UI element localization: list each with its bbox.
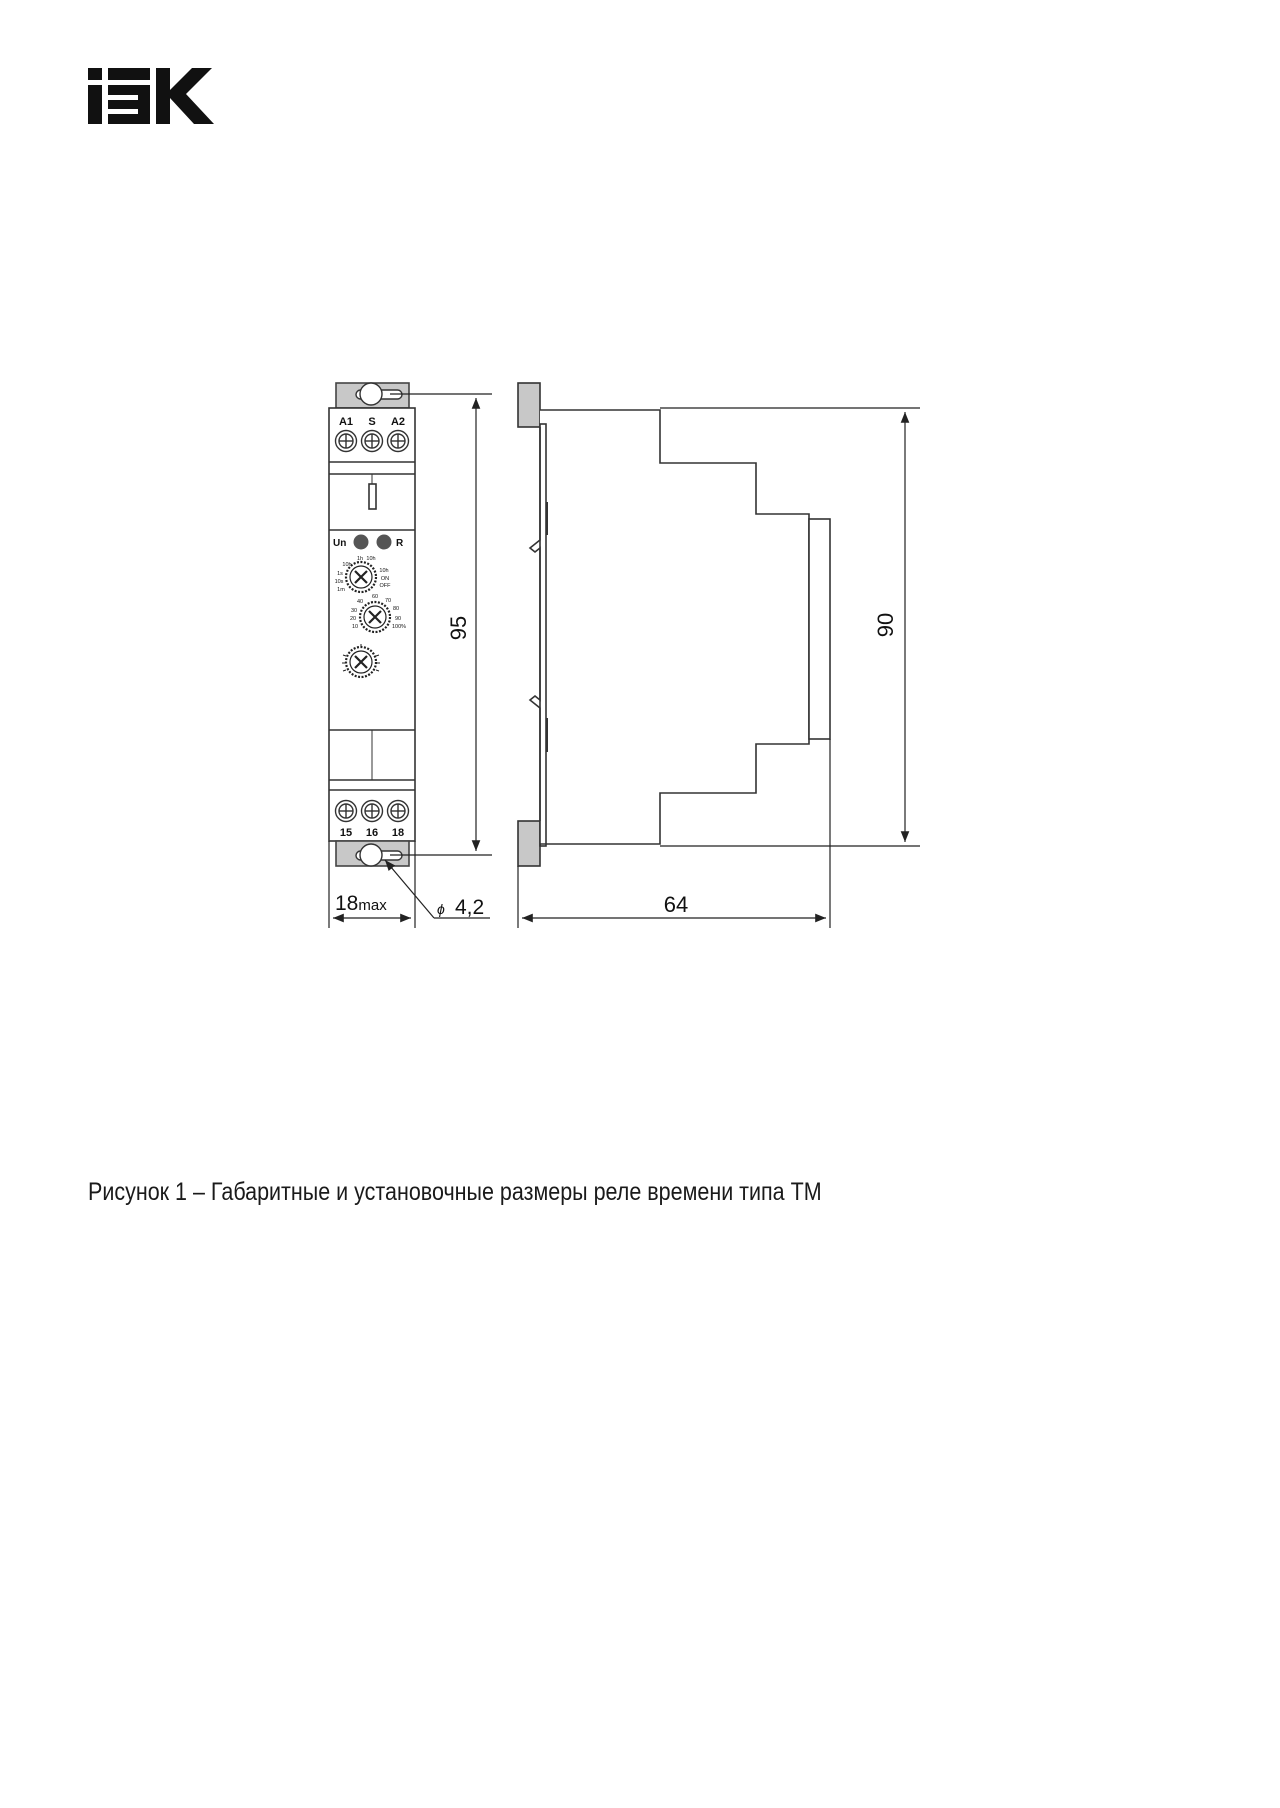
dial2-tick: 60 bbox=[371, 594, 379, 600]
bottom-terminal-screws bbox=[336, 801, 409, 822]
dial1-tick: 10s bbox=[334, 579, 344, 585]
terminal-label: A1 bbox=[338, 416, 354, 428]
width-suffix: max bbox=[358, 897, 387, 914]
dial1-tick: 1m bbox=[337, 587, 345, 593]
bottom-terminal-labels bbox=[340, 827, 404, 839]
dial2-tick: 20 bbox=[349, 616, 357, 622]
terminal-label: S bbox=[368, 416, 376, 428]
figure-caption: Рисунок 1 – Габаритные и установочные размеры реле времени типа ТМ bbox=[88, 1178, 822, 1206]
top-terminal-labels bbox=[339, 416, 405, 428]
terminal-label: A2 bbox=[390, 416, 406, 428]
dial2-tick: 40 bbox=[356, 599, 364, 605]
dimension-hole-4-2: 4,2 bbox=[455, 896, 485, 919]
dial1-tick: 1h bbox=[356, 556, 364, 562]
led-un-icon bbox=[354, 535, 369, 550]
indicator-label-r: R bbox=[396, 538, 404, 549]
dial-2 bbox=[360, 602, 390, 632]
dimension-depth-64: 64 bbox=[663, 892, 689, 917]
dimension-height-95: 95 bbox=[446, 615, 471, 641]
dial1-tick: 10h bbox=[366, 556, 376, 562]
dial2-tick: 90 bbox=[394, 616, 402, 622]
terminal-label: 16 bbox=[365, 827, 379, 839]
dial2-tick: 10 bbox=[351, 624, 359, 630]
dial1-tick: OFF bbox=[379, 583, 391, 589]
width-value: 18 bbox=[335, 892, 359, 915]
hole-diameter-symbol: ϕ bbox=[437, 901, 445, 917]
dial2-tick: 70 bbox=[384, 598, 392, 604]
dial2-tick: 100% bbox=[391, 624, 407, 630]
led-r-icon bbox=[377, 535, 392, 550]
terminal-label: 18 bbox=[391, 827, 405, 839]
dial2-tick: 80 bbox=[392, 606, 400, 612]
indicator-label-un: Un bbox=[333, 538, 347, 549]
side-view bbox=[518, 383, 830, 866]
dial1-tick: 10h bbox=[342, 562, 352, 568]
dial1-tick: 1s bbox=[337, 571, 343, 577]
dial1-tick: 10h bbox=[379, 568, 389, 574]
dimension-height-90: 90 bbox=[873, 612, 898, 638]
terminal-label: 15 bbox=[339, 827, 353, 839]
dial1-tick: ON bbox=[380, 576, 390, 582]
dimension-width-18max bbox=[335, 892, 387, 915]
dial2-tick: 30 bbox=[350, 608, 358, 614]
top-terminal-screws bbox=[336, 431, 409, 452]
